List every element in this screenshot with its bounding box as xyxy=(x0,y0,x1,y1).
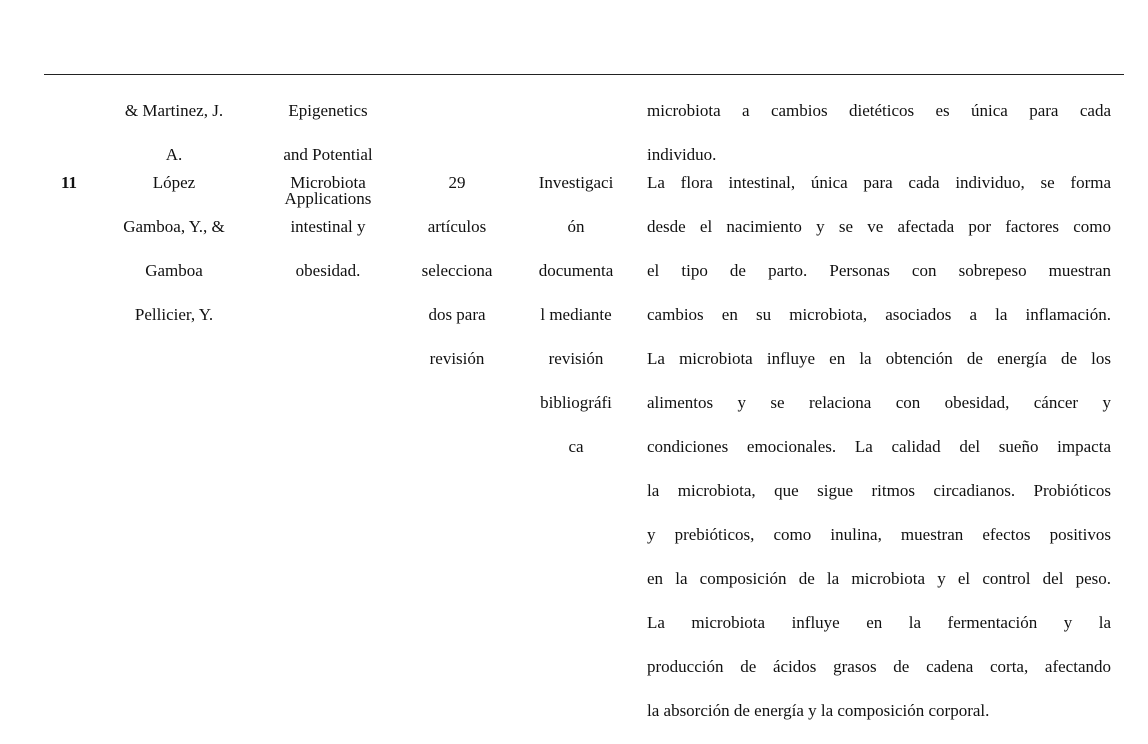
row11-summary-line: en la composición de la microbiota y el control del peso. xyxy=(647,569,1111,588)
row11-method-line: ca xyxy=(568,437,584,456)
row11-method-line: l mediante xyxy=(540,305,612,324)
row11-method-line: bibliográfi xyxy=(540,393,612,412)
row11-sample-line: revisión xyxy=(429,349,485,368)
row11-authors-line: López xyxy=(152,173,196,192)
row-number xyxy=(61,150,91,216)
row11-title-line: intestinal y xyxy=(290,217,366,236)
row11-sample-line: 29 xyxy=(448,173,466,192)
cont-title-line: Epigenetics xyxy=(288,101,368,120)
row11-authors-line: Gamboa xyxy=(145,261,203,280)
row11-sample-line: selecciona xyxy=(421,261,493,280)
row11-authors-line: Gamboa, Y., & xyxy=(123,217,225,236)
row11-summary-line: cambios en su microbiota, asociados a la inflamación. xyxy=(647,305,1111,324)
row11-method-line: documenta xyxy=(538,261,614,280)
row11-authors-line: Pellicier, Y. xyxy=(134,305,214,324)
row11-summary-line: La flora intestinal, única para cada individuo, se forma xyxy=(647,173,1111,192)
row11-sample-line: dos para xyxy=(428,305,486,324)
row11-title-line: obesidad. xyxy=(295,261,361,280)
row11-method-line: revisión xyxy=(548,349,604,368)
row11-sample-cell xyxy=(407,150,507,392)
row11-summary-line: La microbiota influye en la obtención de energía de los xyxy=(647,349,1111,368)
row11-summary-line: La microbiota influye en la fermentación y la xyxy=(647,613,1111,632)
row11-summary-line: condiciones emocionales. La calidad del sueño impacta xyxy=(647,437,1111,456)
cont-authors-line: A. xyxy=(165,145,183,164)
row11-summary-line: y prebióticos, como inulina, muestran efectos positivos xyxy=(647,525,1111,544)
row11-method-line: ón xyxy=(567,217,585,236)
row11-method-cell xyxy=(522,150,630,480)
row11-summary-line: el tipo de parto. Personas con sobrepeso muestran xyxy=(647,261,1111,280)
cont-authors-line: & Martinez, J. xyxy=(124,101,224,120)
row11-summary-line: desde el nacimiento y se ve afectada por factores como xyxy=(647,217,1111,236)
row11-authors-cell xyxy=(104,150,244,348)
row11-title-cell xyxy=(262,150,394,304)
row11-summary-line: la microbiota, que sigue ritmos circadianos. Probióticos xyxy=(647,481,1111,500)
table-top-rule xyxy=(44,74,1124,75)
row11-summary-line: la absorción de energía y la composición corporal. xyxy=(647,701,990,720)
row11-method-line: Investigaci xyxy=(538,173,614,192)
row11-summary-cell xyxy=(647,150,1111,744)
cont-title-line: and Potential xyxy=(283,145,373,164)
cont-title-line: Applications xyxy=(284,189,372,208)
row11-sample-line: artículos xyxy=(427,217,487,236)
cont-summary-line: individuo. xyxy=(647,145,717,164)
cont-summary-line: microbiota a cambios dietéticos es única para cada xyxy=(647,101,1111,120)
row-number-text: 11 xyxy=(61,173,78,192)
row11-title-line: Microbiota xyxy=(290,173,366,192)
row11-summary-line: alimentos y se relaciona con obesidad, cáncer y xyxy=(647,393,1111,412)
row11-summary-line: producción de ácidos grasos de cadena corta, afectando xyxy=(647,657,1111,676)
